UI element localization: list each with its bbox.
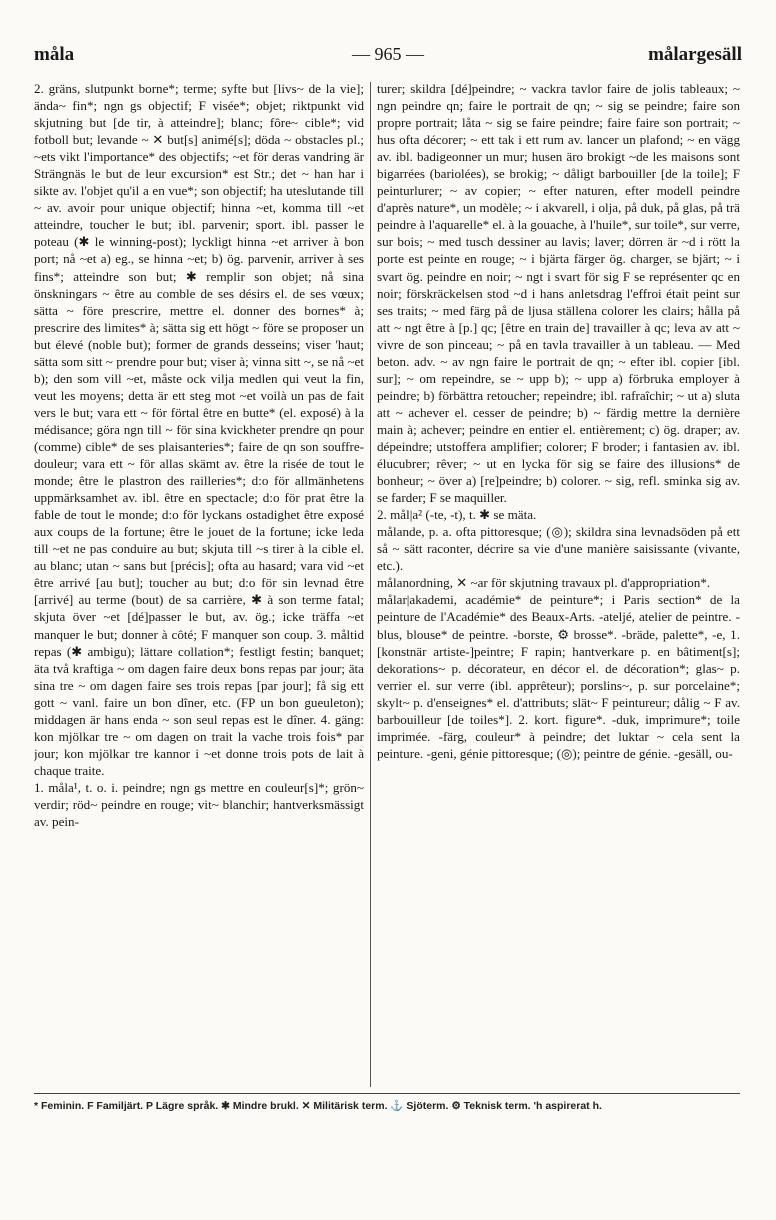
column-divider bbox=[370, 82, 371, 1087]
entry-malar-compounds: målar|akademi, académie* de peinture*; i Paris section* de la peinture de l'Académie* des Beaux-Arts. -ateljé, atelier de peintre. -blus, blouse* de peintre. -borste, ⚙ brosse*. -bräde, palette*, -e, 1. [konstnär artiste-]peintre; F rapin; hantverkare p. en bâtiment[s]; dekorations~ p. décorateur, en décor el. de décoration*; glas~ p. verrier el. sur verre (ibl. apprêteur); porslins~, p. sur porcelaine*; skylt~ p. d'enseignes* el. d'attributs; slät~ F peintureur; dålig ~ F av. barbouilleur [de toiles*]. 2. kort. figure*. -duk, imprimure*; toile imprimée. -färg, couleur* à peindre; det luktar ~ cela sent la peinture. -geni, génie pittoresque; (◎); peintre de génie. -gesäll, ou- bbox=[377, 592, 740, 761]
footer-rule bbox=[34, 1093, 740, 1094]
right-column bbox=[377, 80, 740, 1090]
entry-malande: målande, p. a. ofta pittoresque; (◎); skildra sina levnadsöden på ett så ~ sätt raconter, décrire sa vie d'une manière saisissante (vivante, etc.). bbox=[377, 524, 740, 574]
entry-mala-2: 2. mål|a² (-te, -t), t. ✱ se mäta. bbox=[377, 507, 537, 523]
entry-mala-1-continued: turer; skildra [dé]peindre; ~ vackra tavlor faire de jolis tableaux; ~ ngn peindre qn; faire le portrait de qn; ~ sig se peindre; faire son propre portrait; låta ~ sig se faire peindre; faire faire son portrait; ~ hus ofta décorer; ~ ett tak i ett rum av. lancer un plafond; ~ en vägg av. ibl. badigeonner un mur; husen äro brokigt ~de les maisons sont bigarrées (bariolées), se brokig; ~ dåligt barbouiller [de la toile]; F peinturlurer; ~ av copier; ~ efter naturen, efter modell peindre d'après nature*, un modèle; ~ i akvarell, i olja, på duk, på glas, på trä peindre à l'aquarelle* el. à la gouache, à l'huile*, sur toile*, sur verre, sur bois; ~ med tusch dessiner au lavis; laver; dörren är ~d i rött la porte est peinte en rouge; ~ i bjärta färger ög. charger, se bjärt; ~ i svart ög. peindre en noir; ~ ngt i svart för sig F se représenter qc en noir; förskräckelsen stod ~d i hans anletsdrag l'effroi était peint sur ses traits; ~ med färg på de ljusa ställena colorer les clairs; hålla på att ~ ngt être à [p.] qc; [être en train de] travailler à qc; leva av att ~ vivre de son pinceau; ~ på en tavla travailler à un tableau. — Med beton. adv. ~ av ngn faire le portrait de qn; ~ efter ibl. copier [ibl. sur]; ~ om repeindre, se ~ upp b); ~ upp a) förbruka employer à peindre; b) förbättra retoucher; repeindre; ibl. rafraîchir; ~ ut a) sluta att ~ achever el. cesser de peindre; b) ~ färdig mettre la dernière main à; achever; peindre en entier el. entièrement; c) ög. draper; av. dépeindre; utstoffera amplifier; colorer; F broder; i fantasien av. ibl. élucubrer; rêver; ~ ut en lycka för sig se faire des illusions* de bonheur; ~ över a) [re]peindre; b) colorer. ~ sig, refl. sminka sig av. se farder; F se maquiller. bbox=[377, 81, 740, 506]
left-column bbox=[34, 80, 364, 1090]
header-right-guideword: målargesäll bbox=[648, 44, 742, 65]
entry-mala-1-start: 1. måla¹, t. o. i. peindre; ngn gs mettre en couleur[s]*; grön~ verdir; röd~ peindre en rouge; vit~ blanchir; hantverksmässigt av. pein- bbox=[34, 779, 364, 830]
page-number: — 965 — bbox=[352, 44, 424, 64]
abbreviation-legend: * Feminin. F Familjärt. P Lägre språk. ✱ Mindre brukl. ✕ Militärisk term. ⚓ Sjöterm. ⚙ Teknisk term. 'h aspirerat h. bbox=[34, 1100, 602, 1112]
entry-malanordning: målanordning, ✕ ~ar för skjutning travaux pl. d'appropriation*. bbox=[377, 575, 711, 591]
header-left-guideword: måla bbox=[34, 44, 75, 65]
entry-mal-senses-2-4: 2. gräns, slutpunkt borne*; terme; syfte but [livs~ de la vie]; ända~ fin*; ngn gs objectif; F visée*; objet; riktpunkt vid skjutning but [de tir, à atteindre]; blanc; fôre~ cible*; vid fotboll but; levande ~ ✕ but[s] animé[s]; döda ~ obstacles pl.; ~ets vikt l'importance* des objectifs; ~et för deras vandring är Strängnäs le but de leur excursion* est Str.; det ~ han har i sikte av. l'objet qu'il a en vue*; son objectif; ha uteslutande till ~ av. avoir pour unique objectif; hinna ~et, komma till ~et atteindre, toucher le but; ibl. parvenir; sport. ibl. passer le poteau (✱ le winning-post); lyckligt hinna ~et arriver à bon port; nå ~et a) eg., se hinna ~et; b) ög. parvenir, arriver à ses fins*; atteindre son but; ✱ remplir son objet; nå sina önskningars ~ être au comble de ses désirs el. de ses vœux; sätta ~ före prescrire, mettre el. donner des bornes* à; prescrire des limites* à; sätta sig ett högt ~ före se proposer un but élevé (noble but); former de grands desseins; viser 'haut; sätta som sitt ~ prendre pour but; viser à; vinna sitt ~, se nå ~et b); den som vill ~et, måste ock vilja medlen qui veut la fin, veut les moyens; detta är ett steg mot ~et voilà un pas de fait vers le but; vara ett ~ för förtal être en butte* (el. exposé) à la médisance; göra ngn till ~ för sina kvickheter prendre qn pour (comme) cible* de ses plaisanteries*; faire de qn son souffre-douleur; vara ett ~ för allas skämt av. être la risée de tout le monde; être le plastron des railleries*; d:o för allmänhetens uppmärksamhet av. ibl. être en spectacle; d:o för prat être la fable de tout le monde; d:o för lyckans ostadighet être exposé aux coups de la fortune; être le jouet de la fortune; icke leda till ~et ne pas conduire au but; skjuta till ~s tirer à la cible el. au blanc; utan ~ sans but [précis]; ofta au hasard; vara vid ~et être arrivé [au but]; toucher au but; d:o för sin levnad être [arrivé] au terme (bout) de sa carrière, ✱ à son terme fatal; skjuta över ~et [dé]passer le but, av. ög.; icke träffa ~et manquer le but; donner à côté; F manquer son coup. 3. måltid repas (✱ ambigu); lättare collation*; festligt festin; banquet; äta två kraftiga ~ om dagen faire deux bons repas par jour; äta sina tre ~ om dagen faire ses trois repas [par jour]; få sig ett gott ~ vanl. faire un bon dîner, etc. (FP un bon gueuleton); middagen är hans enda ~ son seul repas est le dîner. 4. gäng: kon mjölkar tre ~ om dagen on trait la vache trois fois* par jour; kon mjölkar tre kannor i ~et donne trois pots de lait à chaque traite. bbox=[34, 81, 364, 778]
page-header bbox=[34, 44, 742, 72]
